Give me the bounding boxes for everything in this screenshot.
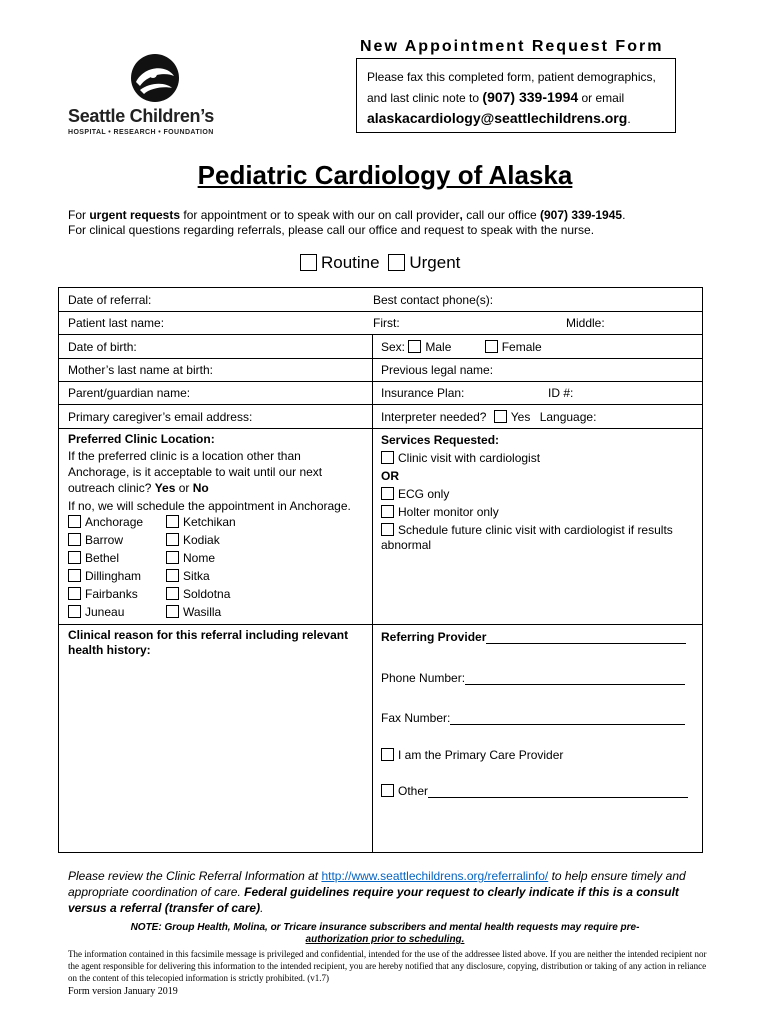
- referring-provider-label: Referring Provider: [381, 630, 487, 644]
- other-checkbox[interactable]: [381, 784, 394, 797]
- clinic-location-option[interactable]: [68, 603, 166, 621]
- clinic-location-option[interactable]: [68, 513, 166, 531]
- intro-text: [68, 208, 625, 238]
- first-name-label[interactable]: First:: [373, 316, 400, 330]
- fax-email: alaskacardiology@seattlechildrens.org: [367, 110, 628, 126]
- logo-name: Seattle Children’s: [68, 106, 214, 126]
- clinic-location-checkbox[interactable]: [68, 551, 81, 564]
- clinic-location-checkbox[interactable]: [166, 515, 179, 528]
- other-label: Other: [398, 784, 429, 798]
- clinic-location-label: Dillingham: [85, 569, 142, 583]
- interpreter-label: Interpreter needed?: [381, 410, 487, 424]
- fax-number-label: Fax Number:: [381, 711, 451, 725]
- male-checkbox[interactable]: [408, 340, 421, 353]
- insurance-note-l1: NOTE: Group Health, Molina, or Tricare insurance subscribers and mental health requests may require pre-: [130, 922, 640, 933]
- clinic-visit-label: Clinic visit with cardiologist: [398, 451, 541, 465]
- review-pre: Please review the Clinic Referral Information at: [68, 869, 322, 883]
- clinic-location-label: Barrow: [85, 533, 124, 547]
- clinic-location-checkbox[interactable]: [68, 533, 81, 546]
- clinic-location-row: [68, 513, 236, 531]
- clinic-location-checkbox[interactable]: [68, 587, 81, 600]
- form-version: Form version January 2019: [68, 986, 178, 997]
- intro-l1-mid: for appointment or to speak with our on call provider: [180, 208, 460, 222]
- clinic-question-l4: If no, we will schedule the appointment in Anchorage.: [68, 499, 351, 513]
- fax-line-2-post: or email: [578, 91, 625, 105]
- review-post: to help ensure: [548, 869, 628, 883]
- clinical-reason-label[interactable]: [68, 628, 368, 658]
- fax-email-post: .: [627, 112, 631, 126]
- services-heading: Services Requested:: [381, 433, 500, 447]
- insurance-note: [0, 922, 770, 946]
- clinic-location-option[interactable]: [166, 551, 215, 565]
- review-end: .: [260, 901, 264, 915]
- date-of-referral-label[interactable]: Date of referral:: [68, 293, 152, 307]
- clinic-yes: Yes: [154, 481, 176, 495]
- row-divider: [58, 311, 703, 312]
- preferred-clinic-question: [68, 448, 368, 514]
- column-divider: [372, 334, 373, 853]
- clinic-location-label: Ketchikan: [183, 515, 236, 529]
- clinic-location-row: [68, 549, 236, 567]
- clinic-location-checkbox[interactable]: [166, 533, 179, 546]
- language-label: Language:: [539, 410, 597, 424]
- clinic-q3-pre: outreach clinic?: [68, 481, 155, 495]
- clinical-reason-l2: health history:: [68, 643, 151, 657]
- clinic-visit-checkbox[interactable]: [381, 451, 394, 464]
- clinic-location-option[interactable]: [68, 549, 166, 567]
- preferred-clinic-section: [68, 431, 368, 514]
- phone-number-field[interactable]: [381, 671, 685, 685]
- fax-instructions-box: [356, 58, 676, 133]
- clinic-no: No: [192, 481, 209, 495]
- parent-guardian-label[interactable]: Parent/guardian name:: [68, 386, 191, 400]
- service-clinic-visit: [381, 449, 701, 467]
- services-requested-section: [381, 431, 701, 553]
- interpreter-field: [381, 410, 596, 424]
- service-holter: [381, 503, 701, 521]
- row-divider: [58, 381, 703, 382]
- previous-legal-name-label[interactable]: Previous legal name:: [381, 363, 494, 377]
- pcp-checkbox[interactable]: [381, 748, 394, 761]
- holter-checkbox[interactable]: [381, 505, 394, 518]
- clinic-location-option[interactable]: [166, 587, 230, 601]
- clinic-or: or: [175, 481, 193, 495]
- other-field: [381, 784, 688, 798]
- future-visit-label: Schedule future clinic visit with cardiologist if results: [398, 523, 673, 537]
- clinic-location-option[interactable]: [166, 569, 210, 583]
- fax-line-1: Please fax this completed form, patient demographics,: [367, 70, 656, 84]
- clinic-location-checkbox[interactable]: [68, 569, 81, 582]
- clinic-location-option[interactable]: [166, 533, 220, 547]
- form-title: New Appointment Request Form: [360, 38, 664, 55]
- fax-phone: (907) 339-1994: [482, 89, 579, 105]
- holter-label: Holter monitor only: [398, 505, 499, 519]
- clinic-location-label: Wasilla: [183, 605, 222, 619]
- intro-l1-pre: For: [68, 208, 90, 222]
- seattle-childrens-logo-icon: [126, 52, 184, 104]
- clinic-location-label: Sitka: [183, 569, 210, 583]
- fax-number-field[interactable]: [381, 711, 685, 725]
- service-ecg: [381, 485, 701, 503]
- referral-info-notice: [68, 868, 698, 916]
- intro-l1-end: .: [622, 208, 626, 222]
- row-divider: [58, 624, 703, 625]
- clinic-location-label: Soldotna: [183, 587, 231, 601]
- mother-last-name-label[interactable]: Mother’s last name at birth:: [68, 363, 213, 377]
- middle-name-label[interactable]: Middle:: [566, 316, 605, 330]
- fax-line-2-text: and last clinic note to: [367, 91, 483, 105]
- clinic-location-checkbox[interactable]: [166, 569, 179, 582]
- sex-field: [381, 340, 542, 354]
- clinic-question-l2: Anchorage, is it acceptable to wait until our next: [68, 465, 323, 479]
- clinic-location-option[interactable]: [68, 531, 166, 549]
- row-divider: [58, 334, 703, 335]
- routine-label: Routine: [321, 253, 380, 272]
- intro-l1-comma: ,: [459, 208, 463, 222]
- caregiver-email-label[interactable]: Primary caregiver’s email address:: [68, 410, 253, 424]
- pcp-label: I am the Primary Care Provider: [398, 748, 564, 762]
- clinic-location-row: [68, 567, 236, 585]
- fax-line-3: [367, 108, 665, 129]
- interpreter-yes-label: Yes: [510, 410, 531, 424]
- clinic-question-l1: If the preferred clinic is a location other than: [68, 449, 301, 463]
- clinic-location-option[interactable]: [68, 585, 166, 603]
- confidentiality-disclaimer: The information contained in this facsimile message is privileged and confidential, intended for the use of the addressee listed above. If you are neither the intended recipient nor the agent responsible for delivering this information to the intended recipient, you are hereby notified that any disclosure, copying, distribution or taking of any action in reliance on the content of this telecopied information is strictly prohibited. (v1.7): [68, 949, 707, 983]
- male-label: Male: [425, 340, 452, 354]
- insurance-plan-label[interactable]: Insurance Plan:: [381, 386, 465, 400]
- service-future-visit: [381, 523, 701, 553]
- best-contact-label[interactable]: Best contact phone(s):: [373, 293, 494, 307]
- clinic-location-checkbox[interactable]: [166, 605, 179, 618]
- clinic-location-label: Fairbanks: [85, 587, 138, 601]
- urgent-checkbox[interactable]: [388, 254, 405, 271]
- clinic-location-row: [68, 531, 236, 549]
- clinic-location-checkbox[interactable]: [166, 587, 179, 600]
- preferred-clinic-heading: Preferred Clinic Location:: [68, 432, 215, 446]
- review-l2: timely and appropriate coordination of care.: [68, 869, 686, 899]
- other-line[interactable]: [428, 786, 688, 798]
- intro-urgent-requests: urgent requests: [89, 208, 181, 222]
- phone-number-line[interactable]: [465, 673, 685, 685]
- referring-provider-field[interactable]: [381, 630, 686, 644]
- insurance-note-l2: authorization prior to scheduling.: [305, 934, 465, 945]
- intro-office-phone: (907) 339-1945: [540, 208, 623, 222]
- future-visit-checkbox[interactable]: [381, 523, 394, 536]
- page-title: Pediatric Cardiology of Alaska: [197, 160, 573, 190]
- clinic-location-label: Juneau: [85, 605, 125, 619]
- future-visit-label-cont: abnormal: [381, 538, 432, 552]
- intro-line-1: [68, 208, 625, 223]
- clinic-question-l3: [68, 480, 368, 496]
- clinic-location-row: [68, 603, 236, 621]
- row-divider: [58, 404, 703, 405]
- intro-line-2: For clinical questions regarding referrals, please call our office and request to speak with the nurse.: [68, 223, 595, 237]
- clinic-location-option[interactable]: [166, 515, 236, 529]
- urgent-label: Urgent: [409, 253, 461, 272]
- intro-l1-mid2: call our office: [462, 208, 541, 222]
- clinic-location-list: [68, 513, 236, 621]
- female-checkbox[interactable]: [485, 340, 498, 353]
- clinic-location-option[interactable]: [166, 605, 221, 619]
- routine-checkbox[interactable]: [300, 254, 317, 271]
- services-or: OR: [381, 469, 399, 483]
- federal-guidelines-text: Federal guidelines require your request to clearly indicate if this is a consult versus a referral (transfer of care): [68, 885, 679, 915]
- female-label: Female: [501, 340, 542, 354]
- clinic-location-label: Bethel: [85, 551, 120, 565]
- interpreter-yes-checkbox[interactable]: [494, 410, 507, 423]
- clinical-reason-l1: Clinical reason for this referral including relevant: [68, 628, 349, 642]
- referring-provider-line[interactable]: [486, 632, 686, 644]
- logo-tagline: HOSPITAL • RESEARCH • FOUNDATION: [68, 129, 214, 136]
- clinic-location-option[interactable]: [68, 567, 166, 585]
- clinic-location-row: [68, 585, 236, 603]
- dob-label[interactable]: Date of birth:: [68, 340, 137, 354]
- clinic-location-checkbox[interactable]: [68, 515, 81, 528]
- row-divider: [58, 358, 703, 359]
- clinic-location-label: Nome: [183, 551, 216, 565]
- urgency-selector: [300, 253, 460, 273]
- fax-line-2: [367, 87, 665, 108]
- pcp-field: [381, 748, 563, 762]
- clinic-location-checkbox[interactable]: [166, 551, 179, 564]
- sex-label: Sex:: [381, 340, 406, 354]
- clinic-location-checkbox[interactable]: [68, 605, 81, 618]
- clinic-location-label: Kodiak: [183, 533, 220, 547]
- fax-number-line[interactable]: [450, 713, 685, 725]
- clinic-location-label: Anchorage: [85, 515, 144, 529]
- phone-number-label: Phone Number:: [381, 671, 466, 685]
- insurance-id-label[interactable]: ID #:: [548, 386, 574, 400]
- patient-last-name-label[interactable]: Patient last name:: [68, 316, 165, 330]
- ecg-checkbox[interactable]: [381, 487, 394, 500]
- row-divider: [58, 428, 703, 429]
- ecg-label: ECG only: [398, 487, 450, 501]
- referral-info-link[interactable]: http://www.seattlechildrens.org/referralinfo/: [321, 869, 549, 883]
